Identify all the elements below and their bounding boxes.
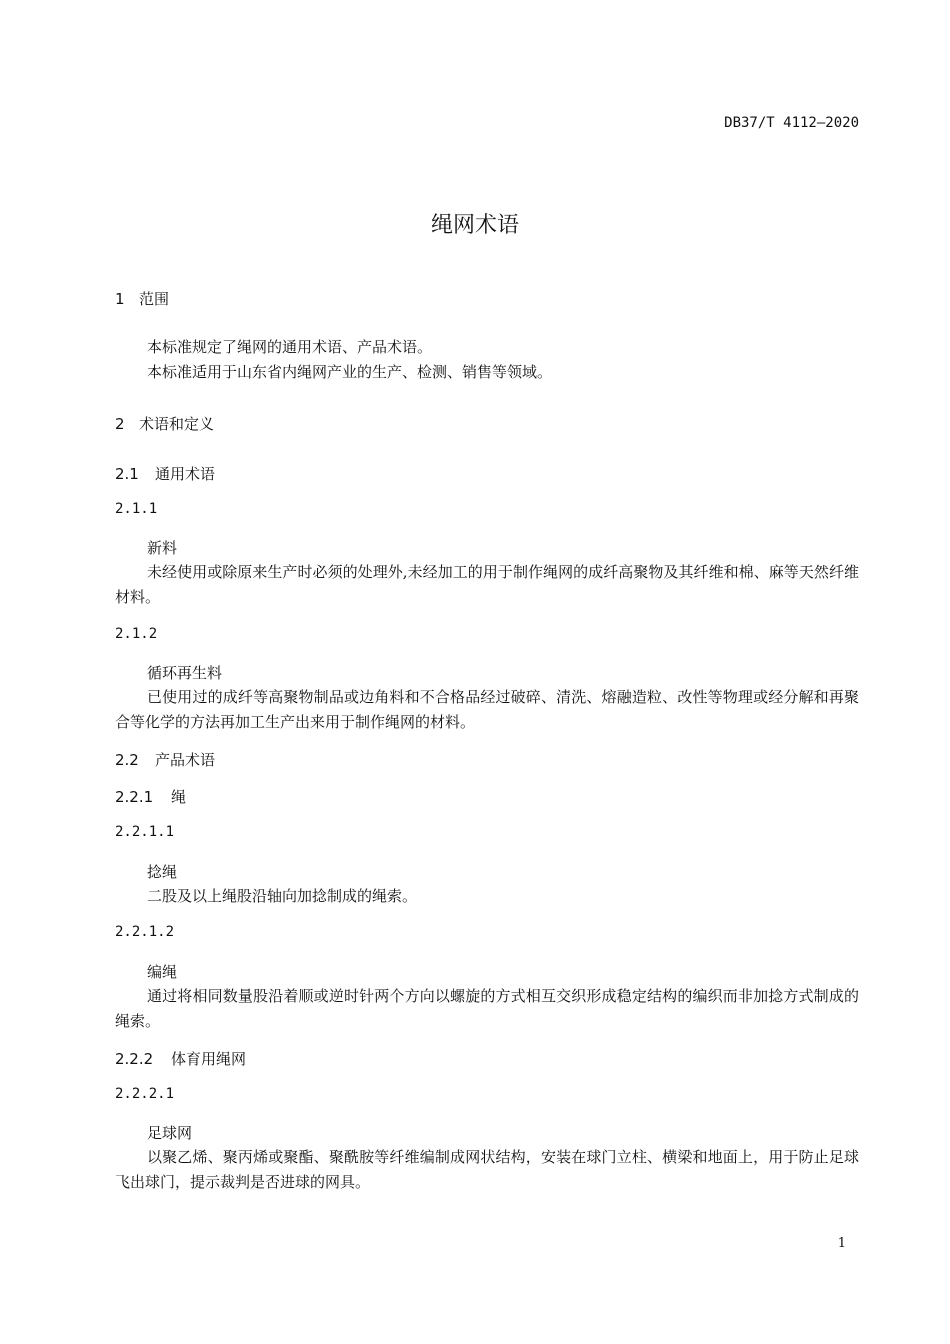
section-title: 体育用绳网 [171,1050,247,1068]
document-title: 绳网术语 [430,213,519,238]
section-2-2-2-heading [115,1048,246,1069]
section-title: 产品术语 [155,751,216,769]
section-number: 2.2.1 [115,788,154,806]
term-name: 足球网 [147,1124,193,1142]
term-definition: 二股及以上绳股沿轴向加捻制成的绳索。 [147,887,418,905]
section-number: 2 [115,415,125,433]
section-number: 2.2.2 [115,1050,154,1068]
term-number: 2.2.2.1 [115,1086,175,1102]
document-code: DB37/T 4112—2020 [724,115,859,131]
section-title: 绳 [171,788,187,806]
term-number: 2.2.1.2 [115,924,175,940]
scope-paragraph-2: 本标准适用于山东省内绳网产业的生产、检测、销售等领域。 [147,363,553,381]
term-number: 2.1.1 [115,501,158,517]
section-number: 1 [115,290,125,308]
section-title: 术语和定义 [139,415,215,433]
section-2-2-1-heading [115,786,186,807]
section-2-1-heading [115,463,215,484]
term-definition: 未经使用或除原来生产时必须的处理外,未经加工的用于制作绳网的成纤高聚物及其纤维和棉、麻等天然纤维材料。 [115,563,859,606]
term-definition: 通过将相同数量股沿着顺或逆时针两个方向以螺旋的方式相互交织形成稳定结构的编织而非加捻方式制成的绳索。 [115,987,859,1030]
term-number: 2.1.2 [115,626,158,642]
section-2-heading [115,413,214,434]
section-1-heading [115,288,169,309]
term-definition: 已使用过的成纤等高聚物制品或边角料和不合格品经过破碎、清洗、熔融造粒、改性等物理或经分解和再聚合等化学的方法再加工生产出来用于制作绳网的材料。 [115,688,859,731]
term-definition: 以聚乙烯、聚丙烯或聚酯、聚酰胺等纤维编制成网状结构，安装在球门立柱、横梁和地面上，用于防止足球飞出球门，提示裁判是否进球的网具。 [115,1148,859,1191]
section-2-2-heading [115,749,215,770]
section-number: 2.2 [115,751,139,769]
scope-paragraph-1: 本标准规定了绳网的通用术语、产品术语。 [147,338,433,356]
term-number: 2.2.1.1 [115,824,175,840]
section-title: 范围 [139,290,170,308]
term-name: 新料 [147,539,178,557]
term-name: 循环再生料 [147,664,223,682]
section-number: 2.1 [115,465,139,483]
page-number: 1 [837,1236,846,1251]
section-title: 通用术语 [155,465,216,483]
term-name: 编绳 [147,963,178,981]
term-name: 捻绳 [147,863,178,881]
